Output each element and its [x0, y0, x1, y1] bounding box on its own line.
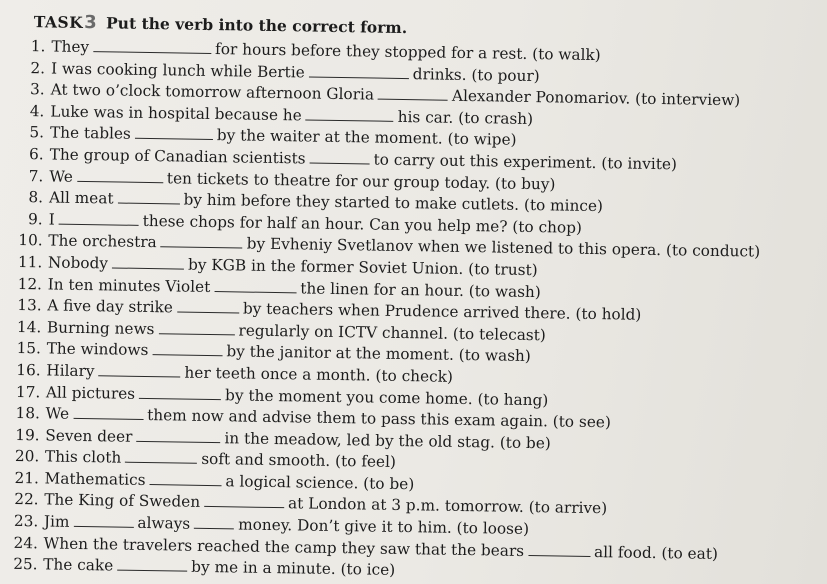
item-text: money. Don’t give it to him. (to loose): [238, 515, 530, 539]
item-text: by KGB in the former Soviet Union. (to trust): [187, 255, 538, 280]
item-text: The windows: [46, 339, 149, 360]
item-number: 21.: [14, 468, 40, 488]
item-number: 11.: [17, 252, 43, 272]
answer-blank[interactable]: [98, 364, 180, 377]
item-number: 23.: [13, 512, 39, 531]
item-text: by him before they started to make cutlets. (to mince): [183, 190, 604, 216]
item-text: Burning news: [46, 318, 155, 338]
item-text: by the moment you come home. (to hang): [224, 385, 549, 409]
item-text: Jim: [43, 512, 70, 531]
answer-blank[interactable]: [152, 343, 222, 356]
answer-blank[interactable]: [306, 108, 394, 121]
answer-blank[interactable]: [310, 152, 370, 165]
answer-blank[interactable]: [73, 515, 133, 528]
item-number: 18.: [15, 404, 41, 423]
item-text: by the janitor at the moment. (to wash): [226, 342, 531, 366]
item-text: to carry out this experiment. (to invite): [373, 150, 678, 174]
exercise-list: [13, 36, 826, 584]
item-text: always: [137, 513, 191, 533]
answer-blank[interactable]: [528, 544, 590, 557]
answer-blank[interactable]: [112, 256, 184, 269]
item-number: 5.: [29, 123, 45, 142]
answer-blank[interactable]: [177, 301, 239, 314]
item-text: for hours before they stopped for a rest. (to walk): [214, 40, 601, 65]
item-number: 12.: [17, 274, 43, 293]
item-number: 2.: [30, 58, 46, 77]
answer-blank[interactable]: [77, 169, 163, 182]
item-text: This cloth: [44, 447, 122, 467]
item-number: 17.: [15, 382, 41, 401]
answer-blank[interactable]: [125, 451, 197, 464]
answer-blank[interactable]: [135, 127, 213, 140]
item-text: The group of Canadian scientists: [49, 145, 306, 168]
answer-blank[interactable]: [73, 407, 143, 420]
item-text: her teeth once a month. (to check): [184, 363, 454, 386]
item-text: his car. (to crash): [397, 107, 534, 128]
item-text: A five day strike: [47, 296, 174, 317]
answer-blank[interactable]: [149, 473, 221, 486]
answer-blank[interactable]: [214, 280, 296, 293]
item-number: 8.: [28, 188, 44, 207]
item-text: by me in a minute. (to ice): [191, 557, 396, 580]
item-text: at London at 3 p.m. tomorrow. (to arrive): [287, 494, 608, 518]
item-text: In ten minutes Violet: [47, 274, 211, 296]
task-instruction: Put the verb into the correct form.: [105, 13, 408, 38]
item-number: 14.: [16, 317, 42, 337]
item-text: by teachers when Prudence arrived there. (to hold): [242, 299, 642, 324]
item-text: a logical science. (to be): [225, 472, 415, 494]
item-text: by Evheniy Svetlanov when we listened to this opera. (to conduct): [246, 234, 761, 261]
item-text: soft and smooth. (to feel): [201, 450, 397, 472]
item-number: 13.: [17, 296, 42, 315]
item-number: 10.: [18, 231, 43, 250]
item-text: We: [49, 167, 74, 186]
answer-blank[interactable]: [139, 386, 221, 399]
item-text: these chops for half an hour. Can you help me? (to chop): [142, 211, 583, 237]
item-text: in the meadow, led by the old stag. (to be): [224, 428, 551, 453]
item-text: regularly on ICTV channel. (to telecast): [238, 321, 547, 344]
task-number: 3: [84, 11, 97, 34]
item-number: 22.: [14, 490, 39, 509]
answer-blank[interactable]: [161, 236, 243, 249]
answer-blank[interactable]: [309, 65, 409, 79]
item-number: 6.: [28, 145, 44, 164]
item-text: The cake: [43, 555, 114, 575]
task-label: TASK: [33, 12, 84, 32]
item-text: Luke was in hospital because he: [50, 102, 302, 125]
item-text: The tables: [49, 123, 132, 144]
item-text: Alexander Ponomariov. (to interview): [451, 86, 741, 110]
item-number: 1.: [30, 37, 46, 56]
item-text: We: [45, 404, 70, 423]
item-text: them now and advise them to pass this exam again. (to see): [147, 406, 612, 432]
item-number: 15.: [16, 339, 42, 358]
item-number: 20.: [14, 447, 40, 466]
item-number: 3.: [29, 80, 45, 99]
answer-blank[interactable]: [204, 495, 284, 508]
exercise-sheet: [13, 8, 827, 584]
item-number: 24.: [13, 533, 39, 552]
item-number: 16.: [16, 360, 41, 380]
item-number: 4.: [29, 101, 45, 121]
item-text: Seven deer: [45, 426, 133, 446]
answer-blank[interactable]: [59, 212, 139, 225]
item-text: ten tickets to theatre for our group today. (to buy): [166, 168, 556, 193]
item-number: 9.: [27, 209, 43, 229]
item-number: 7.: [28, 166, 44, 185]
item-text: all food. (to eat): [593, 542, 719, 563]
item-text: All pictures: [45, 382, 136, 403]
item-text: drinks. (to pour): [412, 64, 540, 85]
item-text: Mathematics: [44, 469, 146, 489]
answer-blank[interactable]: [117, 559, 187, 572]
answer-blank[interactable]: [93, 40, 211, 54]
answer-blank[interactable]: [158, 322, 234, 335]
item-text: They: [51, 37, 90, 57]
item-text: The orchestra: [48, 231, 157, 252]
item-text: Nobody: [47, 253, 109, 273]
answer-blank[interactable]: [378, 88, 448, 101]
item-text: I was cooking lunch while Bertie: [50, 59, 305, 82]
item-text: When the travelers reached the camp they saw that the bears: [43, 534, 525, 560]
item-number: 25.: [13, 555, 38, 574]
item-text: At two o’clock tomorrow afternoon Gloria: [50, 80, 375, 104]
answer-blank[interactable]: [136, 430, 220, 443]
item-text: The King of Sweden: [44, 490, 201, 512]
item-text: by the waiter at the moment. (to wipe): [216, 126, 517, 150]
item-text: Hilary: [46, 361, 95, 381]
answer-blank[interactable]: [194, 517, 234, 530]
item-text: I: [48, 210, 55, 229]
item-text: the linen for an hour. (to wash): [300, 278, 541, 301]
answer-blank[interactable]: [117, 192, 179, 205]
item-number: 19.: [15, 425, 40, 445]
item-text: All meat: [48, 188, 114, 208]
